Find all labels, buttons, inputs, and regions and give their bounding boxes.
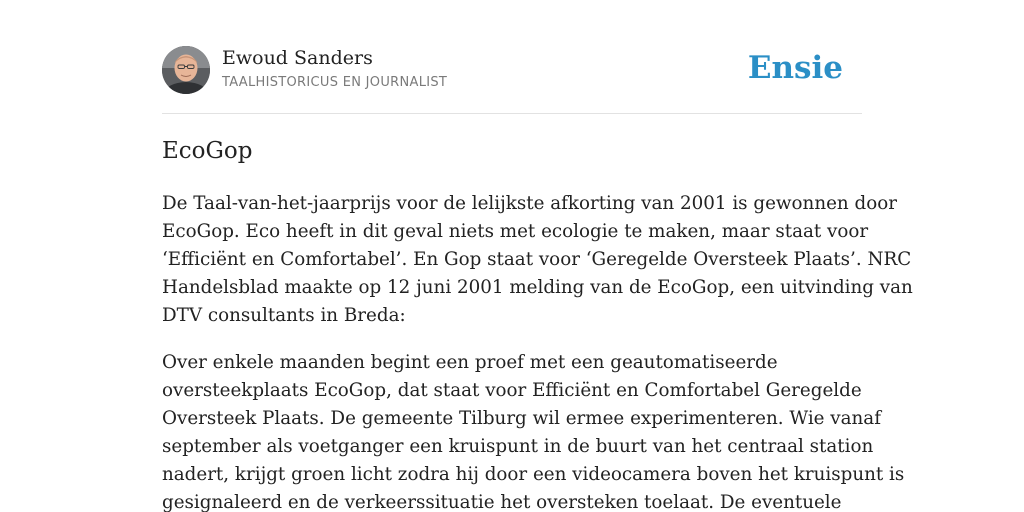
article-body bbox=[162, 190, 913, 512]
paragraph-line: DTV consultants in Breda: bbox=[162, 305, 406, 326]
paragraph bbox=[162, 190, 913, 330]
paragraph-line: ‘Efficiënt en Comfortabel’. En Gop staat voor ‘Geregelde Oversteek Plaats’. NRC bbox=[162, 249, 912, 270]
avatar[interactable] bbox=[162, 46, 210, 94]
author-header bbox=[162, 46, 862, 96]
article-title: EcoGop bbox=[162, 138, 253, 164]
paragraph-line: Oversteek Plaats. De gemeente Tilburg wil ermee experimenteren. Wie vanaf bbox=[162, 408, 881, 429]
paragraph-line: Handelsblad maakte op 12 juni 2001 melding van de EcoGop, een uitvinding van bbox=[162, 277, 913, 298]
brand-logo[interactable]: Ensie bbox=[747, 50, 843, 86]
header-divider bbox=[162, 113, 862, 114]
author-name[interactable]: Ewoud Sanders bbox=[222, 47, 373, 69]
paragraph-line: Over enkele maanden begint een proef met een geautomatiseerde bbox=[162, 352, 778, 373]
paragraph-line: nadert, krijgt groen licht zodra hij door een videocamera boven het kruispunt is bbox=[162, 464, 905, 485]
paragraph-line: EcoGop. Eco heeft in dit geval niets met ecologie te maken, maar staat voor bbox=[162, 221, 869, 242]
paragraph bbox=[162, 349, 905, 512]
paragraph-line: oversteekplaats EcoGop, dat staat voor Efficiënt en Comfortabel Geregelde bbox=[162, 380, 862, 401]
paragraph-line: De Taal-van-het-jaarprijs voor de lelijkste afkorting van 2001 is gewonnen door bbox=[162, 193, 897, 214]
paragraph-line: september als voetganger een kruispunt in de buurt van het centraal station bbox=[162, 436, 874, 457]
author-role: TAALHISTORICUS EN JOURNALIST bbox=[222, 75, 448, 90]
paragraph-line: gesignaleerd en de verkeerssituatie het oversteken toelaat. De eventuele bbox=[162, 492, 842, 512]
avatar-portrait bbox=[162, 46, 210, 94]
